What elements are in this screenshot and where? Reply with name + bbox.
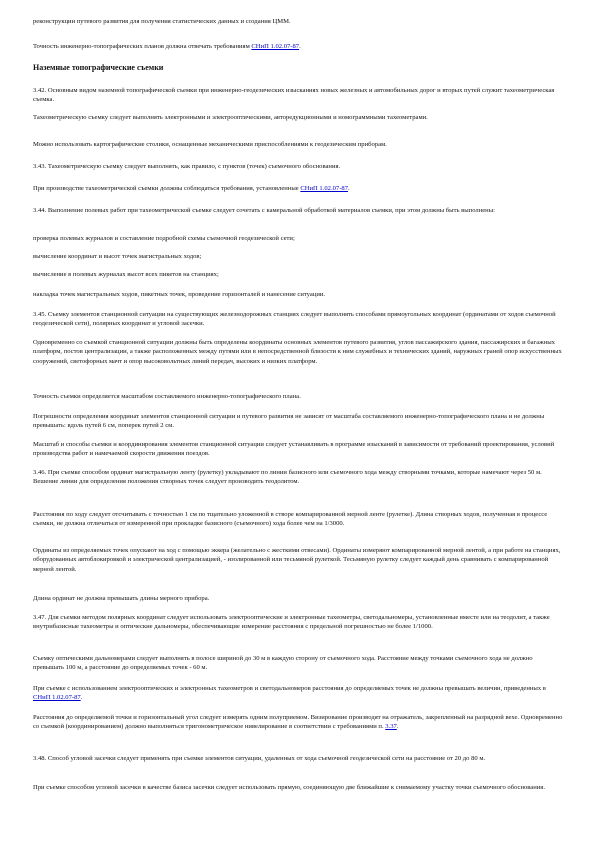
paragraph: Тахеометрическую съемку следует выполнять электронными и электрооптическими, авторедукционными и номограммными тахеометрами. bbox=[33, 114, 428, 121]
paragraph: Погрешности определения координат элементов станционной ситуации и путевого развития не зависят от масштаба составляемого инженерно-топографического плана и не должны превышать: вдоль путей 6 см, поперек путей 2 см. bbox=[33, 413, 545, 430]
paragraph: Длина ординат не должна превышать длины мерного прибора. bbox=[33, 595, 210, 602]
paragraph: Расстояния по ходу следует отсчитывать с точностью 1 см по тщательно уложенной в створе компарированной мерной ленте (рулетке). Длина створных ходов, полученная в процессе съемки, не должна отличаться от измеренной при прокладке базисного (съемочного) хода более чем на 1/3000. bbox=[33, 511, 548, 528]
paragraph: 3.48. Способ угловой засечки следует применять при съемке элементов ситуации, удаленных от хода съемочной геодезической сети на расстояние от 20 до 80 м. bbox=[33, 755, 486, 762]
paragraph: Расстояния до определяемой точки и горизонтальный угол следует измерять одним полуприемом. Визирование производят на отражатель, закрепленный на разрядной вехе. Одновременно со съемкой (координированием) должно выполняться тригонометрическое нивелирование в соответствии с требованиями п. 3.37. bbox=[33, 714, 563, 731]
paragraph: проверка полевых журналов и составление подробной схемы съемочной геодезической сети; bbox=[33, 235, 295, 242]
paragraph: Точность инженерно-топографических планов должна отвечать требованиям СНиП 1.02.07-87. bbox=[33, 43, 301, 50]
paragraph: Одновременно со съемкой станционной ситуации должны быть определены координаты основных элементов путевого развития, углов пассажирского здания, пассажирских и багажных платформ, постов централизации, а также расположенных между путями или в непосредственной близости к ним служебных и технических зданий, наружных граней опор искусственных сооружений, светофорных мачт и опор высоковольтных линий передач, высоких и низких платформ. bbox=[33, 339, 562, 365]
paragraph: 3.46. При съемке способом ординат магистральную ленту (рулетку) укладывают по линии базисного или съемочного хода между створными точками, которые намечают через 50 м. Вешение линии для определения положения створных точек следует производить теодолитом. bbox=[33, 469, 542, 486]
snip-link[interactable]: СНиП 1.02.07-87 bbox=[33, 694, 81, 702]
paragraph: При съемке с использованием электрооптических и электронных тахеометров и светодальномеров расстояния до определяемых точек не должны превышать величин, приведенных в СНиП 1.02.07-87. bbox=[33, 685, 546, 702]
paragraph: накладка точек магистральных ходов, пикетных точек, проведение горизонталей и нанесение ситуации. bbox=[33, 291, 326, 298]
paragraph: 3.42. Основным видом наземной топографической съемки при инженерно-геодезических изысканиях новых железных и автомобильных дорог и вторых путей служит тахеометрическая съемка. bbox=[33, 87, 555, 104]
paragraph: Точность съемки определяется масштабом составляемого инженерно-топографического плана. bbox=[33, 393, 301, 400]
snip-link[interactable]: СНиП 1.02.07-87 bbox=[251, 43, 300, 50]
paragraph: Можно использовать картографические столики, оснащенные механическими приспособлениями к геодезическим приборам. bbox=[33, 141, 387, 148]
snip-link[interactable]: СНиП 1.02.07-87 bbox=[300, 185, 348, 192]
paragraph: 3.44. Выполнение полевых работ при тахеометрической съемке следует сочетать с камеральной обработкой материалов съемки, при этом должны быть выполнены: bbox=[33, 207, 495, 214]
section-heading: Наземные топографические съемки bbox=[33, 63, 164, 72]
paragraph: реконструкции путевого развития для получения статистических данных и создания ЦММ. bbox=[33, 18, 291, 25]
paragraph: При съемке способом угловой засечки в качестве базиса засечки следует использовать прямую, соединяющую две ближайшие к снимаемому участку точки съемочного обоснования. bbox=[33, 784, 545, 791]
paragraph: Масштаб и способы съемки и координирования элементов станционной ситуации следует устанавливать в программе изысканий в зависимости от требований проектирования, условий производства работ и намечаемой скорости движения поездов. bbox=[33, 441, 555, 458]
paragraph: вычисление координат и высот точек магистральных ходов; bbox=[33, 253, 202, 260]
paragraph: При производстве тахеометрической съемки должны соблюдаться требования, установленные СНиП 1.02.07-87. bbox=[33, 185, 350, 192]
paragraph: 3.47. Для съемки методом полярных координат следует использовать электрооптические и электронные тахеометры, светодальномеры, установленные вместе или на теодолит, а также внутрибазисные тахеометры и оптические дальномеры, обеспечивающие измерение расстояния с предельной погрешностью не более 1/1000. bbox=[33, 614, 550, 631]
paragraph: Съемку оптическими дальномерами следует выполнять в полосе шириной до 30 м в каждую сторону от съемочного хода. Расстояние между точками съемочного хода не должно превышать 100 м, а расстояние до определяемых точек - 60 м. bbox=[33, 655, 533, 672]
clause-link[interactable]: 3.37 bbox=[385, 723, 397, 731]
paragraph: 3.43. Тахеометрическую съемку следует выполнять, как правило, с пунктов (точек) съемочного обоснования. bbox=[33, 163, 341, 170]
paragraph: вычисление в полевых журналах высот всех пикетов на станциях; bbox=[33, 271, 219, 278]
paragraph: 3.45. Съемку элементов станционной ситуации на существующих железнодорожных станциях следует выполнять способами прямоугольных координат (ординатами от ходов съемочной геодезической сети), полярных координат и угловой засечки. bbox=[33, 311, 556, 328]
paragraph: Ординаты из определяемых точек опускают на ход с помощью эккера (желательно с жесткими отвесами). Ординаты измеряют компарированной мерной лентой, а при работе на станциях, оборудованных автоблокировкой и электрической централизацией, - изолированной или тесьмяной рулеткой. Тесьмяную рулетку следует каждый день сравнивать с компарированной мерной лентой. bbox=[33, 547, 561, 573]
